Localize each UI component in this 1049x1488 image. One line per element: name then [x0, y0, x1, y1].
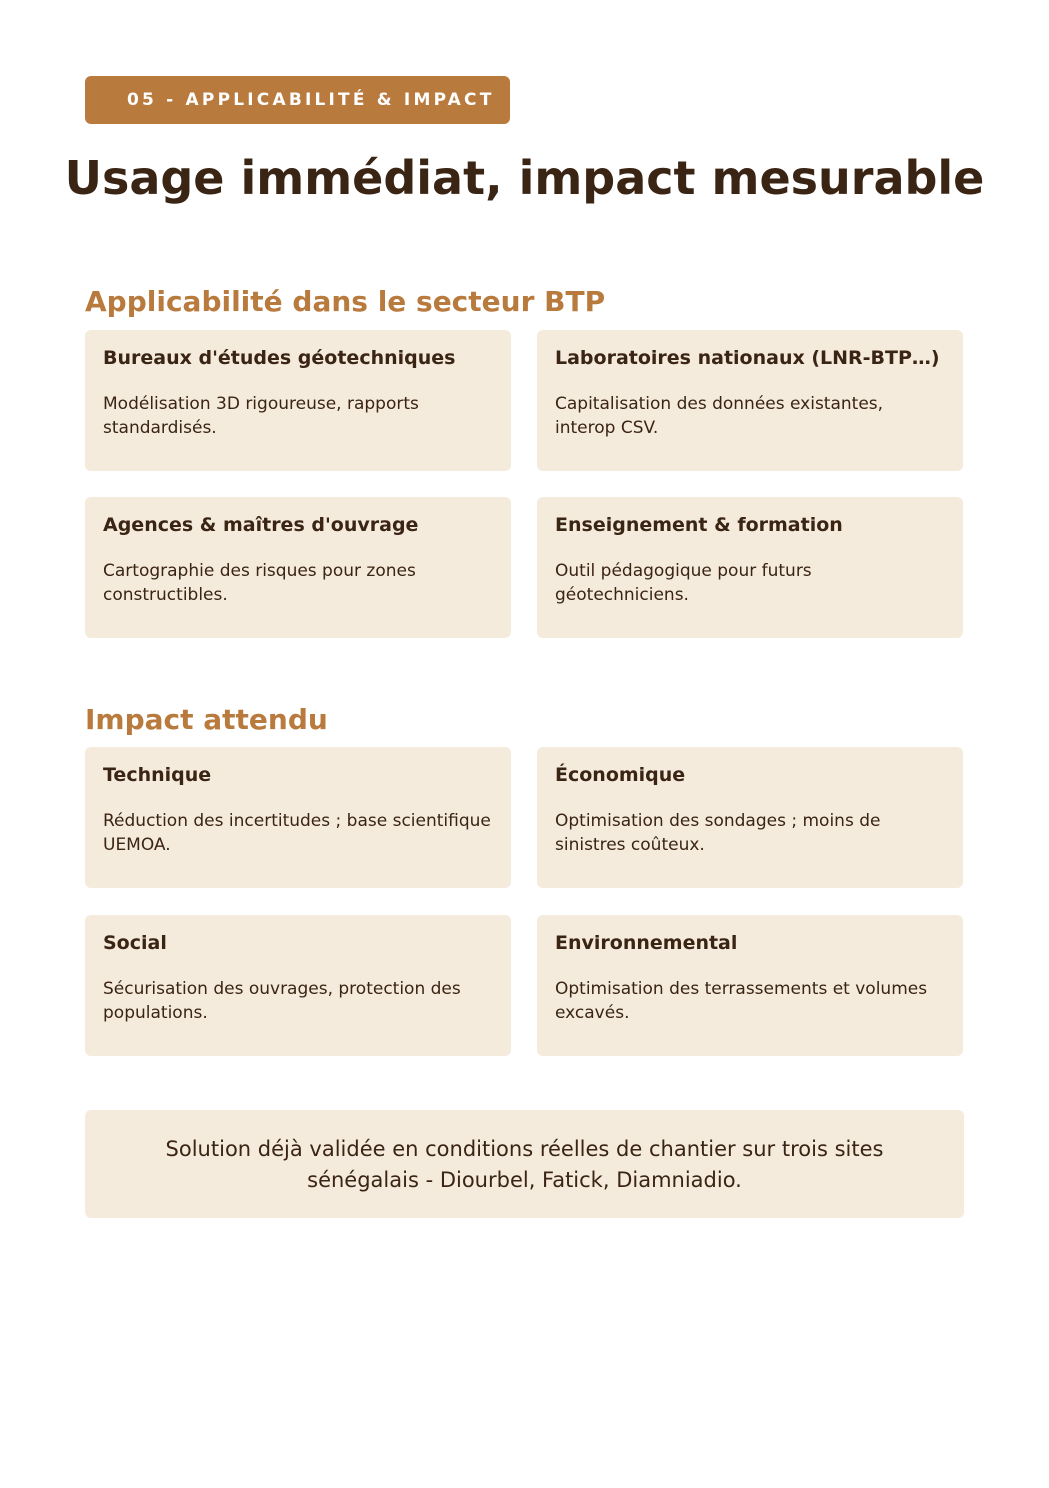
page-title: Usage immédiat, impact mesurable — [64, 151, 985, 205]
card-laboratoires — [537, 330, 963, 471]
card-title: Environnemental — [555, 932, 738, 954]
card-text: Cartographie des risques pour zones constructibles. — [103, 561, 416, 605]
card-title: Social — [103, 932, 167, 954]
card-text: Réduction des incertitudes ; base scientifique UEMOA. — [103, 811, 491, 855]
card-technique — [85, 747, 511, 888]
card-title: Bureaux d'études géotechniques — [103, 347, 456, 369]
card-enseignement — [537, 497, 963, 638]
card-text: Modélisation 3D rigoureuse, rapports standardisés. — [103, 394, 419, 438]
card-text: Outil pédagogique pour futurs géotechniciens. — [555, 561, 812, 605]
card-text: Optimisation des sondages ; moins de sinistres coûteux. — [555, 811, 881, 855]
card-agences — [85, 497, 511, 638]
applicability-heading: Applicabilité dans le secteur BTP — [85, 285, 606, 318]
card-environnemental — [537, 915, 963, 1056]
section-badge: 05 - APPLICABILITÉ & IMPACT — [85, 76, 510, 124]
impact-heading: Impact attendu — [85, 703, 328, 736]
card-title: Laboratoires nationaux (LNR-BTP…) — [555, 347, 940, 369]
card-social — [85, 915, 511, 1056]
card-text: Optimisation des terrassements et volumes excavés. — [555, 979, 928, 1023]
card-economique — [537, 747, 963, 888]
card-bureaux-etudes — [85, 330, 511, 471]
card-title: Économique — [555, 764, 686, 786]
card-title: Enseignement & formation — [555, 514, 843, 536]
validation-note: Solution déjà validée en conditions réelles de chantier sur trois sites sénégalais - Diourbel, Fatick, Diamniadio. — [85, 1110, 964, 1218]
card-title: Technique — [103, 764, 212, 786]
card-text: Capitalisation des données existantes, interop CSV. — [555, 394, 884, 438]
card-title: Agences & maîtres d'ouvrage — [103, 514, 419, 536]
card-text: Sécurisation des ouvrages, protection des populations. — [103, 979, 461, 1023]
